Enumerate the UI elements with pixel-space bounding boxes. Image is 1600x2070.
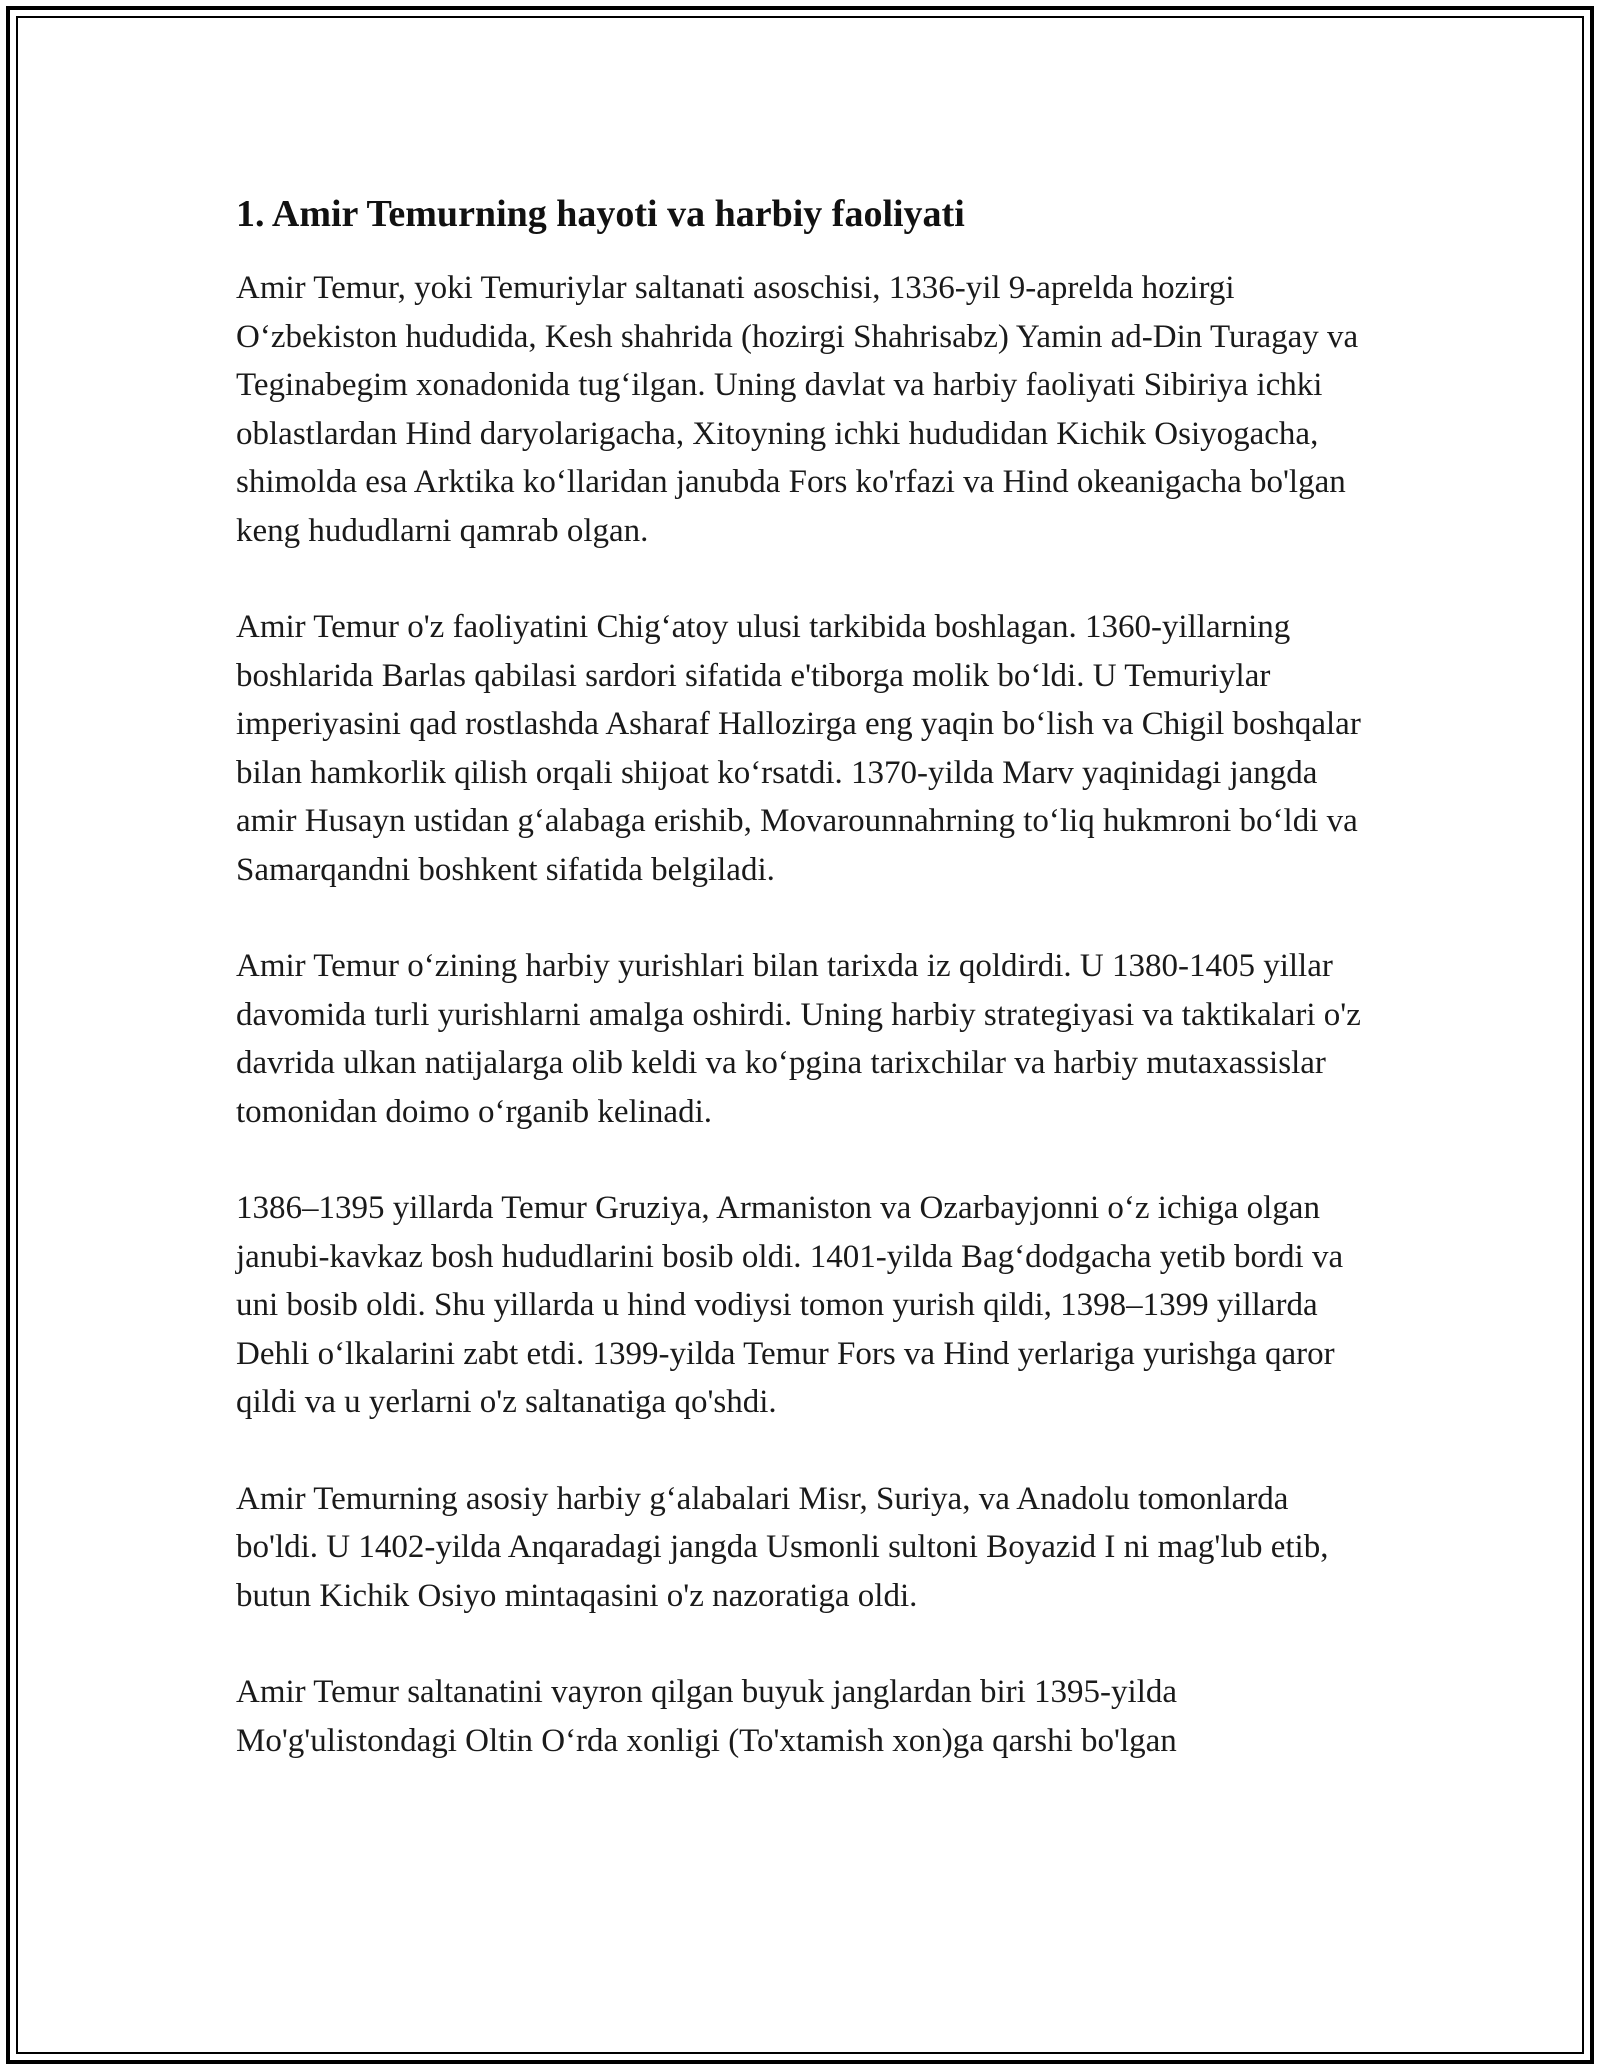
paragraph-4: 1386–1395 yillarda Temur Gruziya, Armaniston va Ozarbayjonni o‘z ichiga olgan janubi-kavkaz bosh hududlarini bosib oldi. 1401-yilda Bag‘dodgacha yetib bordi va uni bosib oldi. Shu yillarda u hind vodiysi tomon yurish qildi, 1398–1399 yillarda Dehli o‘lkalarini zabt etdi. 1399-yilda Temur Fors va Hind yerlariga yurishga qaror qildi va u yerlarni o'z saltanatiga qo'shdi. [236, 1190, 1344, 1420]
paragraph-6: Amir Temur saltanatini vayron qilgan buyuk janglardan biri 1395-yilda Mo'g'ulistondagi Oltin O‘rda xonligi (To'xtamish xon)ga qarshi bo'lgan [236, 1674, 1178, 1759]
paragraph-3: Amir Temur o‘zining harbiy yurishlari bilan tarixda iz qoldirdi. U 1380-1405 yillar davomida turli yurishlarni amalga oshirdi. Uning harbiy strategiyasi va taktikalari o'z davrida ulkan natijalarga olib keldi va ko‘pgina tarixchilar va harbiy mutaxassislar tomonidan doimo o‘rganib kelinadi. [236, 948, 1361, 1130]
paragraph-5: Amir Temurning asosiy harbiy g‘alabalari Misr, Suriya, va Anadolu tomonlarda bo'ldi. U 1402-yilda Anqaradagi jangda Usmonli sultoni Boyazid I ni mag'lub etib, butun Kichik Osiyo mintaqasini o'z nazoratiga oldi. [236, 1480, 1329, 1614]
section-heading: 1. Amir Temurning hayoti va harbiy faoliyati [236, 193, 965, 235]
document-body [236, 186, 1376, 1813]
paragraph-1: Amir Temur, yoki Temuriylar saltanati asoschisi, 1336-yil 9-aprelda hozirgi O‘zbekiston hududida, Kesh shahrida (hozirgi Shahrisabz) Yamin ad-Din Turagay va Teginabegim xonadonida tug‘ilgan. Uning davlat va harbiy faoliyati Sibiriya ichki oblastlardan Hind daryolarigacha, Xitoyning ichki hududidan Kichik Osiyogacha, shimolda esa Arktika ko‘llaridan janubda Fors ko'rfazi va Hind okeanigacha bo'lgan keng hududlarni qamrab olgan. [236, 270, 1359, 549]
paragraph-2: Amir Temur o'z faoliyatini Chig‘atoy ulusi tarkibida boshlagan. 1360-yillarning boshlarida Barlas qabilasi sardori sifatida e'tiborga molik bo‘ldi. U Temuriylar imperiyasini qad rostlashda Asharaf Hallozirga eng yaqin bo‘lish va Chigil boshqalar bilan hamkorlik qilish orqali shijoat ko‘rsatdi. 1370-yilda Marv yaqinidagi jangda amir Husayn ustidan g‘alabaga erishib, Movarounnahrning to‘liq hukmroni bo‘ldi va Samarqandni boshkent sifatida belgiladi. [236, 609, 1361, 888]
